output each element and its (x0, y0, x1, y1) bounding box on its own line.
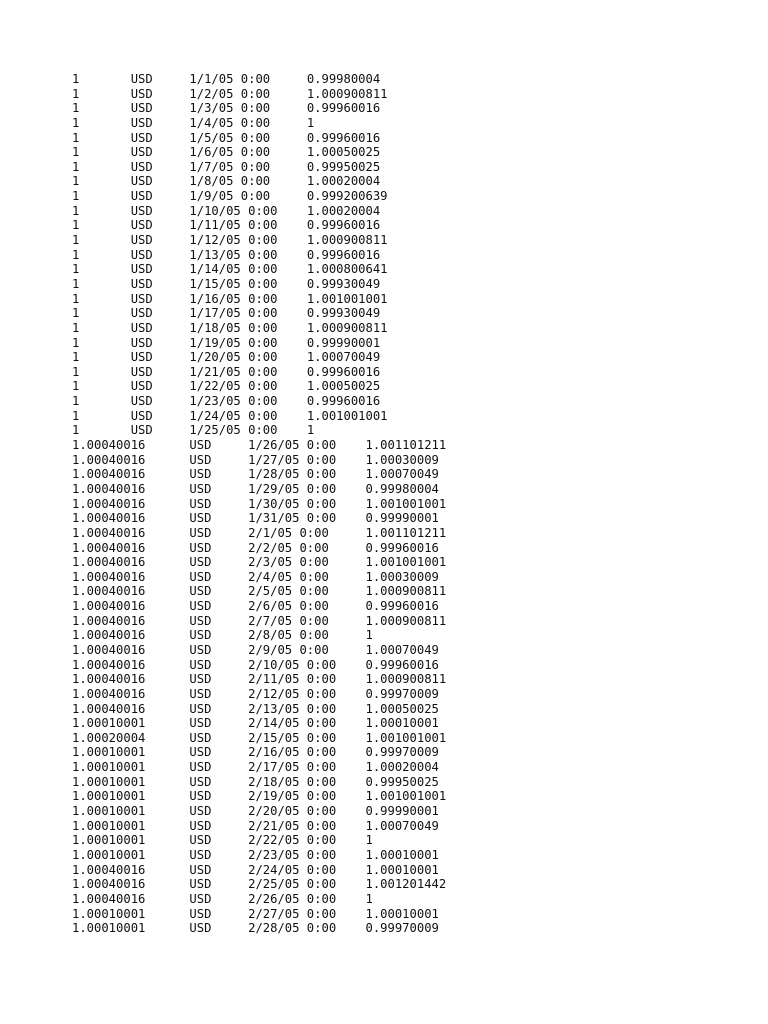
data-line: 1.00040016 USD 2/1/05 0:00 1.001101211 (72, 525, 447, 540)
data-line: 1 USD 1/24/05 0:00 1.001001001 (72, 408, 388, 423)
data-line: 1.00010001 USD 2/21/05 0:00 1.00070049 (72, 818, 439, 833)
data-line: 1.00010001 USD 2/16/05 0:00 0.99970009 (72, 745, 439, 760)
data-line: 1.00010001 USD 2/22/05 0:00 1 (72, 833, 373, 848)
data-line: 1 USD 1/14/05 0:00 1.000800641 (72, 262, 388, 277)
data-line: 1 USD 1/13/05 0:00 0.99960016 (72, 247, 381, 262)
data-line: 1.00040016 USD 2/7/05 0:00 1.000900811 (72, 613, 447, 628)
data-line: 1.00040016 USD 2/13/05 0:00 1.00050025 (72, 701, 439, 716)
data-line: 1.00010001 USD 2/23/05 0:00 1.00010001 (72, 847, 439, 862)
data-line: 1.00040016 USD 2/25/05 0:00 1.001201442 (72, 877, 447, 892)
data-line: 1 USD 1/10/05 0:00 1.00020004 (72, 203, 381, 218)
data-line: 1 USD 1/20/05 0:00 1.00070049 (72, 350, 381, 365)
data-line: 1.00040016 USD 1/29/05 0:00 0.99980004 (72, 481, 439, 496)
data-line: 1 USD 1/8/05 0:00 1.00020004 (72, 174, 381, 189)
data-line: 1.00040016 USD 2/6/05 0:00 0.99960016 (72, 599, 439, 614)
data-line: 1 USD 1/2/05 0:00 1.000900811 (72, 86, 388, 101)
data-line: 1.00040016 USD 2/11/05 0:00 1.000900811 (72, 672, 447, 687)
data-line: 1.00040016 USD 2/5/05 0:00 1.000900811 (72, 584, 447, 599)
data-line: 1.00010001 USD 2/14/05 0:00 1.00010001 (72, 716, 439, 731)
data-line: 1.00040016 USD 2/9/05 0:00 1.00070049 (72, 642, 439, 657)
data-line: 1 USD 1/21/05 0:00 0.99960016 (72, 364, 381, 379)
data-line: 1.00010001 USD 2/19/05 0:00 1.001001001 (72, 789, 447, 804)
data-line: 1.00010001 USD 2/27/05 0:00 1.00010001 (72, 906, 439, 921)
data-line: 1.00010001 USD 2/17/05 0:00 1.00020004 (72, 760, 439, 775)
data-line: 1.00040016 USD 2/10/05 0:00 0.99960016 (72, 657, 439, 672)
data-line: 1.00010001 USD 2/28/05 0:00 0.99970009 (72, 921, 439, 936)
data-line: 1.00040016 USD 1/28/05 0:00 1.00070049 (72, 467, 439, 482)
data-line: 1.00040016 USD 2/24/05 0:00 1.00010001 (72, 862, 439, 877)
data-line: 1.00040016 USD 2/2/05 0:00 0.99960016 (72, 540, 439, 555)
data-line: 1 USD 1/7/05 0:00 0.99950025 (72, 159, 381, 174)
data-line: 1 USD 1/9/05 0:00 0.999200639 (72, 189, 388, 204)
data-line: 1 USD 1/11/05 0:00 0.99960016 (72, 218, 381, 233)
data-line: 1.00040016 USD 1/27/05 0:00 1.00030009 (72, 452, 439, 467)
data-line: 1 USD 1/23/05 0:00 0.99960016 (72, 394, 381, 409)
data-line: 1 USD 1/3/05 0:00 0.99960016 (72, 101, 381, 116)
data-line: 1 USD 1/6/05 0:00 1.00050025 (72, 145, 381, 160)
data-line: 1.00040016 USD 1/26/05 0:00 1.001101211 (72, 438, 447, 453)
data-line: 1 USD 1/12/05 0:00 1.000900811 (72, 233, 388, 248)
data-line: 1.00040016 USD 1/31/05 0:00 0.99990001 (72, 511, 439, 526)
data-line: 1 USD 1/19/05 0:00 0.99990001 (72, 335, 381, 350)
data-line: 1.00020004 USD 2/15/05 0:00 1.001001001 (72, 730, 447, 745)
data-line: 1.00040016 USD 2/8/05 0:00 1 (72, 628, 373, 643)
data-line: 1.00040016 USD 2/12/05 0:00 0.99970009 (72, 686, 439, 701)
data-line: 1.00010001 USD 2/20/05 0:00 0.99990001 (72, 804, 439, 819)
data-line: 1.00040016 USD 2/26/05 0:00 1 (72, 891, 373, 906)
data-line: 1 USD 1/18/05 0:00 1.000900811 (72, 320, 388, 335)
data-line: 1 USD 1/17/05 0:00 0.99930049 (72, 306, 381, 321)
data-line: 1 USD 1/5/05 0:00 0.99960016 (72, 130, 381, 145)
data-line: 1 USD 1/16/05 0:00 1.001001001 (72, 291, 388, 306)
data-line: 1 USD 1/15/05 0:00 0.99930049 (72, 276, 381, 291)
data-text-block (72, 72, 446, 936)
data-line: 1.00040016 USD 2/3/05 0:00 1.001001001 (72, 555, 447, 570)
data-line: 1.00040016 USD 2/4/05 0:00 1.00030009 (72, 569, 439, 584)
data-line: 1 USD 1/1/05 0:00 0.99980004 (72, 72, 381, 86)
data-line: 1 USD 1/22/05 0:00 1.00050025 (72, 379, 381, 394)
data-line: 1 USD 1/4/05 0:00 1 (72, 115, 315, 130)
data-line: 1.00010001 USD 2/18/05 0:00 0.99950025 (72, 774, 439, 789)
data-line: 1.00040016 USD 1/30/05 0:00 1.001001001 (72, 496, 447, 511)
data-line: 1 USD 1/25/05 0:00 1 (72, 423, 315, 438)
